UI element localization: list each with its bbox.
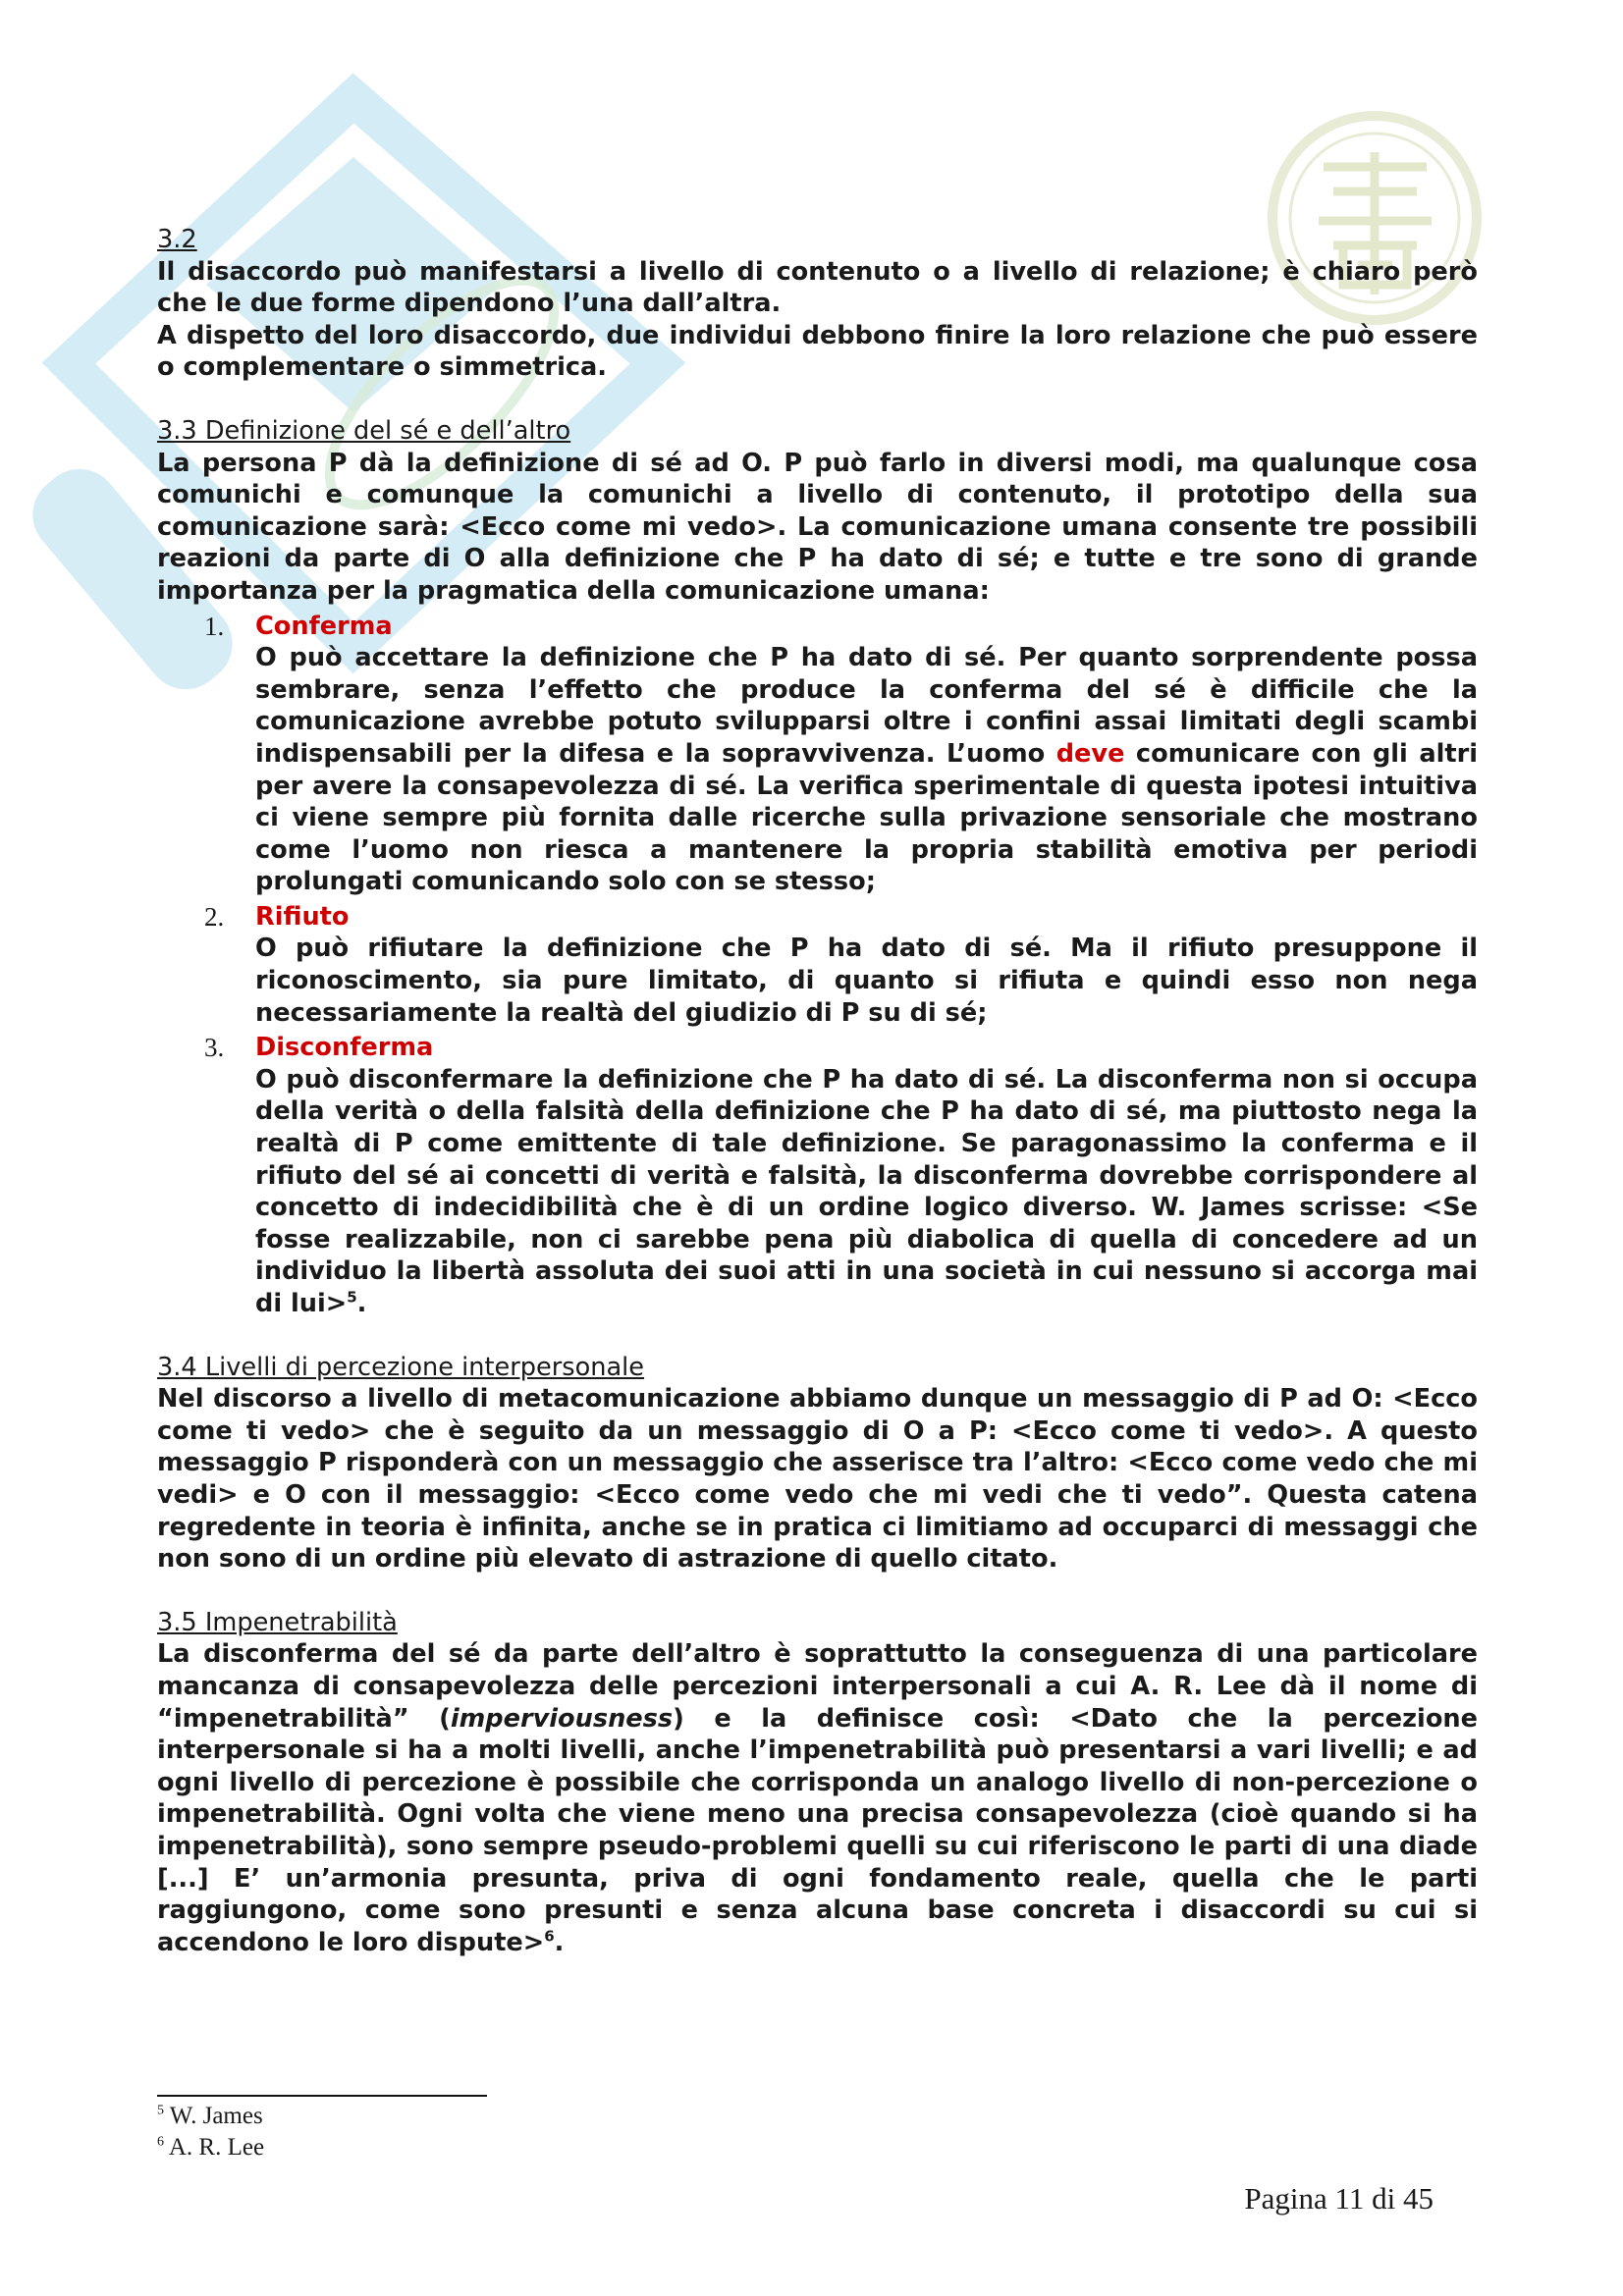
section-heading-3-2: 3.2 (157, 225, 197, 254)
list-number: 3. (204, 1033, 225, 1063)
footnote: $^6$ A. R. Lee (157, 2134, 265, 2161)
document-page (157, 224, 1478, 1958)
paragraph: A dispetto del loro disaccordo, due individui debbono finire la loro relazione che può essere o complementare o simmetrica. (157, 320, 1478, 383)
italic-term: imperviousness (450, 1703, 674, 1734)
list-item-title: Conferma (255, 611, 393, 641)
paragraph: La persona P dà la definizione di sé ad O. P può farlo in diversi modi, ma qualunque cosa comunichi e comunque la comunichi a livello di contenuto, il prototipo della sua comunicazione sarà: <Ecco come mi vedo>. La comunicazione umana consente tre possibili reazioni da parte di O alla definizione che P ha dato di sé; e tutte e tre sono di grande importanza per la pragmatica della comunicazione umana: (157, 448, 1478, 606)
footnote-separator (157, 2095, 487, 2097)
reaction-list (157, 611, 1478, 1320)
paragraph: Nel discorso a livello di metacomunicazione abbiamo dunque un messaggio di P ad O: <Ecco come ti vedo> che è seguito da un messaggio di O a P: <Ecco come ti vedo>. A questo messaggio P risponderà con un messaggio che asserisce tra l’altro: <Ecco come vedo che mi vedi> e O con il messaggio: <Ecco come vedo che mi vedi che ti vedo”. Questa catena regredente in teoria è infinita, anche se in pratica ci limitiamo ad occuparci di messaggi che non sono di un ordine più elevato di astrazione di quello citato. (157, 1384, 1478, 1575)
list-item-text: O può rifiutare la definizione che P ha dato di sé. Ma il rifiuto presuppone il riconoscimento, sia pure limitato, di quanto si rifiuta e quindi esso non nega necessariamente la realtà del giudizio di P su di sé; (255, 934, 1478, 1028)
section-heading-3-3: 3.3 Definizione del sé e dell’altro (157, 415, 571, 446)
list-item (157, 611, 1478, 898)
section-heading-3-4: 3.4 Livelli di percezione interpersonale (157, 1352, 645, 1382)
list-number: 1. (204, 611, 225, 641)
paragraph: Il disaccordo può manifestarsi a livello di contenuto o a livello di relazione; è chiaro però che le due forme dipendono l’una dall’altra. (157, 256, 1478, 319)
footnote-ref: 5 (347, 1288, 357, 1307)
list-item-title: Rifiuto (255, 901, 350, 932)
page-number: Pagina 11 di 45 (1244, 2181, 1434, 2216)
list-item (157, 901, 1478, 1029)
section-heading-3-5: 3.5 Impenetrabilità (157, 1607, 398, 1637)
list-item (157, 1032, 1478, 1319)
emphasis-word: deve (1055, 738, 1125, 769)
paragraph: La disconferma del sé da parte dell’altro è soprattutto la conseguenza di una particolare mancanza di consapevolezza delle percezioni interpersonali a cui A. R. Lee dà il nome di “impenetrabilità” (imperviousness) e la definisce così: <Dato che la percezione interpersonale si ha a molti livelli, anche l’impenetrabilità può presentarsi a vari livelli; e ad ogni livello di percezione è possibile che corrisponda un analogo livello di non-percezione o impenetrabilità. Ogni volta che viene meno una precisa consapevolezza (cioè quando si ha impenetrabilità), sono sempre pseudo-problemi quelli su cui riferiscono le parti di una diade [...] E’ un’armonia presunta, priva di ogni fondamento reale, quella che le parti raggiungono, come sono presunti e senza alcuna base concreta i disaccordi su cui si accendono le loro dispute>$^6$. (157, 1639, 1478, 1957)
footnote: $^5$ W. James (157, 2103, 263, 2129)
list-item-text: O può disconfermare la definizione che P ha dato di sé. La disconferma non si occupa della verità o della falsità della definizione che P ha dato di sé, ma piuttosto nega la realtà di P come emittente di tale definizione. Se paragonassimo la conferma e il rifiuto del sé ai concetti di verità e falsità, la disconferma dovrebbe corrispondere al concetto di indecidibilità che è di un ordine logico diverso. W. James scrisse: <Se fosse realizzabile, non ci sarebbe pena più diabolica di quella di concedere ad un individuo la libertà assoluta dei suoi atti in una società in cui nessuno si accorga mai di lui>$^5$. (255, 1064, 1478, 1318)
list-item-text: O può accettare la definizione che P ha dato di sé. Per quanto sorprendente possa sembrare, senza l’effetto che produce la conferma del sé è difficile che la comunicazione avrebbe potuto svilupparsi oltre i confini assai limitati degli scambi indispensabili per la difesa e la sopravvivenza. L’uomo deve comunicare con gli altri per avere la consapevolezza di sé. La verifica sperimentale di questa ipotesi intuitiva ci viene sempre più fornita dalle ricerche sulla privazione sensoriale che mostrano come l’uomo non riesca a mantenere la propria stabilità emotiva per periodi prolungati comunicando solo con se stesso; (255, 643, 1478, 897)
list-item-title: Disconferma (255, 1033, 434, 1063)
footnote-ref: 6 (544, 1927, 555, 1946)
list-number: 2. (204, 901, 225, 932)
